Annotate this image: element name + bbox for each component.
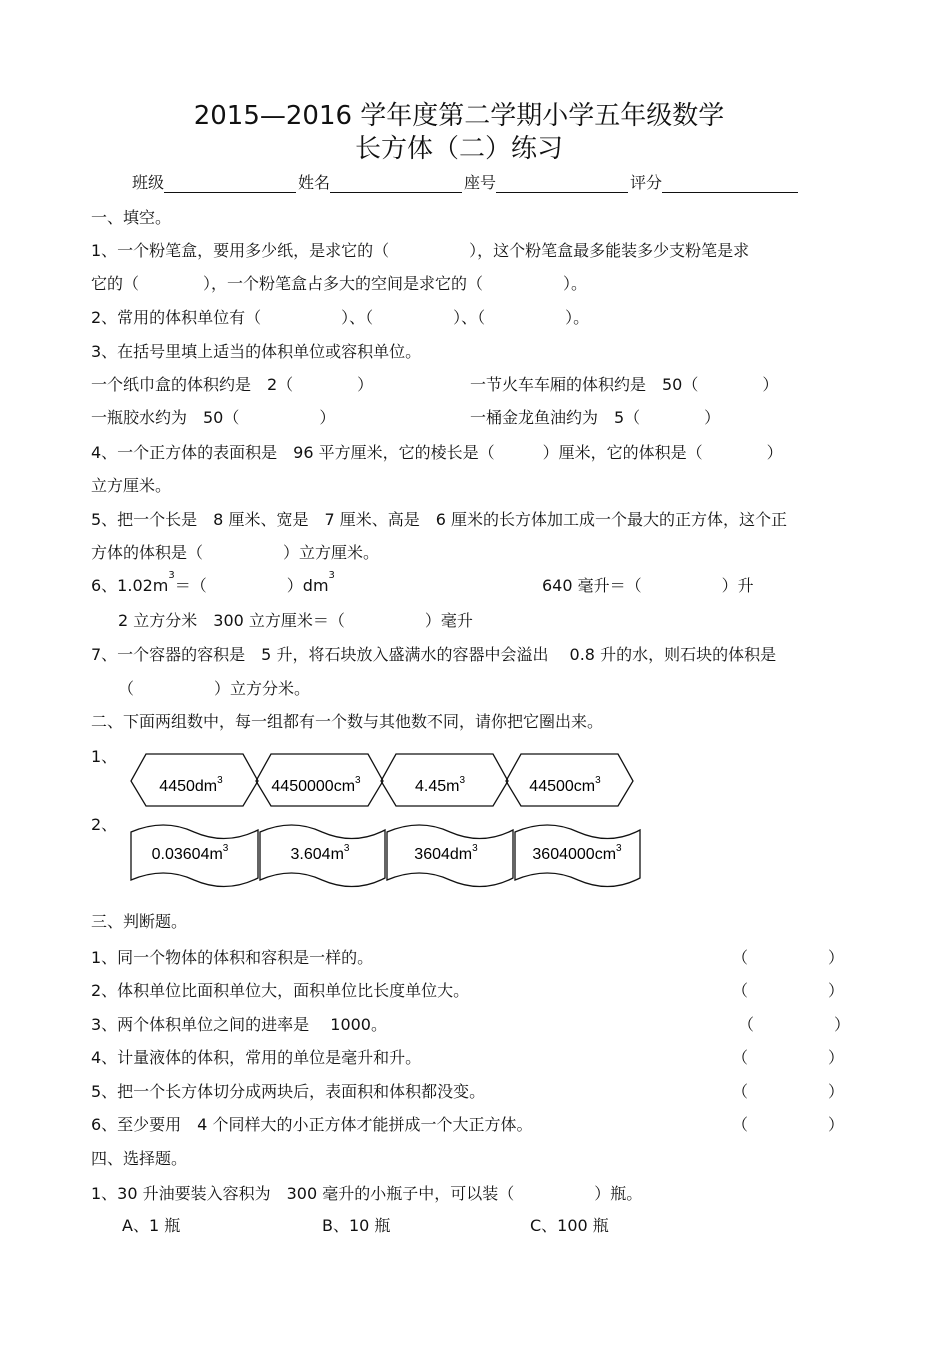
svg-text:44500cm3: $44500cm^3$ — [529, 775, 601, 795]
group2-item[interactable] — [515, 825, 640, 887]
q4-line2: 立方厘米。 — [91, 476, 172, 495]
q6-a-mid: ＝（ ）dm — [174, 576, 329, 595]
q6-a-pre: 6、1.02m — [91, 576, 169, 595]
judge-bracket-1[interactable]: （ ） — [732, 948, 845, 967]
group1-item[interactable] — [381, 754, 508, 806]
judge-bracket-5[interactable]: （ ） — [732, 1082, 845, 1101]
judge-item-4: 4、计量液体的体积，常用的单位是毫升和升。 — [91, 1048, 422, 1067]
svg-text:4.45m3: $4.45m^3$ — [414, 775, 466, 795]
option-b[interactable]: B、10 瓶 — [322, 1216, 391, 1235]
q4-line1: 4、一个正方体的表面积是 96 平方厘米，它的棱长是（ ）厘米，它的体积是（ ） — [91, 443, 783, 462]
group1-item[interactable] — [131, 754, 258, 806]
title-line1: 2015—2016 学年度第二学期小学五年级数学 — [193, 101, 725, 131]
judge-bracket-3[interactable]: （ ） — [738, 1015, 851, 1034]
judge-item-6: 6、至少要用 4 个同样大的小正方体才能拼成一个大正方体。 — [91, 1115, 533, 1134]
judge-item-5: 5、把一个长方体切分成两块后，表面积和体积都没变。 — [91, 1082, 486, 1101]
class-label: 班级 — [132, 173, 165, 192]
q2: 2、常用的体积单位有（ ）、（ ）、（ ）。 — [91, 308, 590, 327]
svg-text:3604dm3: $3604dm^3$ — [414, 843, 478, 863]
q6-a-sup2: 3 — [328, 570, 335, 581]
option-a[interactable]: A、1 瓶 — [122, 1216, 181, 1235]
section4-heading: 四、选择题。 — [91, 1149, 188, 1168]
section1-heading: 一、填空。 — [91, 208, 172, 227]
section2-heading: 二、下面两组数中，每一组都有一个数与其他数不同，请你把它圈出来。 — [91, 712, 604, 731]
group1-item[interactable] — [506, 754, 633, 806]
q6-b: 640 毫升＝（ ）升 — [542, 576, 754, 595]
group2-label: 2、 — [91, 815, 118, 834]
judge-item-1: 1、同一个物体的体积和容积是一样的。 — [91, 948, 374, 967]
q5-line1: 5、把一个长是 8 厘米、宽是 7 厘米、高是 6 厘米的长方体加工成一个最大的正方体，这个正 — [91, 510, 787, 529]
svg-text:4450000cm3: $4450000cm^3$ — [271, 775, 361, 795]
judge-bracket-2[interactable]: （ ） — [732, 981, 845, 1000]
q7-line1: 7、一个容器的容积是 5 升，将石块放入盛满水的容器中会溢出 0.8 升的水，则石块的体积是 — [91, 645, 777, 664]
q5-line2: 方体的体积是（ ）立方厘米。 — [91, 543, 380, 562]
group2-item[interactable] — [387, 825, 513, 887]
section3-heading: 三、判断题。 — [91, 912, 188, 931]
judge-bracket-6[interactable]: （ ） — [732, 1115, 845, 1134]
judge-item-3: 3、两个体积单位之间的进率是 1000。 — [91, 1015, 387, 1034]
svg-text:0.03604m3: $0.03604m^3$ — [151, 843, 229, 863]
svg-text:3.604m3: $3.604m^3$ — [290, 843, 350, 863]
q1-line2: 它的（ ），一个粉笔盒占多大的空间是求它的（ ）。 — [91, 274, 588, 293]
judge-item-2: 2、体积单位比面积单位大，面积单位比长度单位大。 — [91, 981, 470, 1000]
q3-a: 一个纸巾盒的体积约是 2（ ） — [91, 375, 374, 394]
name-label: 姓名 — [298, 173, 331, 192]
score-label: 评分 — [630, 173, 663, 192]
seat-label: 座号 — [464, 173, 497, 192]
title-line2: 长方体（二）练习 — [354, 134, 563, 164]
svg-text:3604000cm3: $3604000cm^3$ — [532, 843, 622, 863]
q3-c: 一瓶胶水约为 50（ ） — [91, 408, 336, 427]
judge-bracket-4[interactable]: （ ） — [732, 1048, 845, 1067]
svg-text:4450dm3: $4450dm^3$ — [159, 775, 223, 795]
q3-d: 一桶金龙鱼油约为 5（ ） — [470, 408, 721, 427]
q7-line2: （ ）立方分米。 — [118, 679, 311, 698]
group1-label: 1、 — [91, 747, 118, 766]
q3-b: 一节火车车厢的体积约是 50（ ） — [470, 375, 779, 394]
q3: 3、在括号里填上适当的体积单位或容积单位。 — [91, 342, 422, 361]
group2-item[interactable] — [260, 825, 385, 887]
group2-item[interactable] — [131, 825, 258, 887]
group1-item[interactable] — [256, 754, 383, 806]
q6-a-sup: 3 — [168, 570, 175, 581]
option-c[interactable]: C、100 瓶 — [530, 1216, 609, 1235]
q6-c: 2 立方分米 300 立方厘米＝（ ）毫升 — [118, 611, 473, 630]
choice-q1: 1、30 升油要装入容积为 300 毫升的小瓶子中，可以装（ ）瓶。 — [91, 1184, 643, 1203]
q1-line1: 1、一个粉笔盒，要用多少纸，是求它的（ ），这个粉笔盒最多能装多少支粉笔是求 — [91, 241, 750, 260]
